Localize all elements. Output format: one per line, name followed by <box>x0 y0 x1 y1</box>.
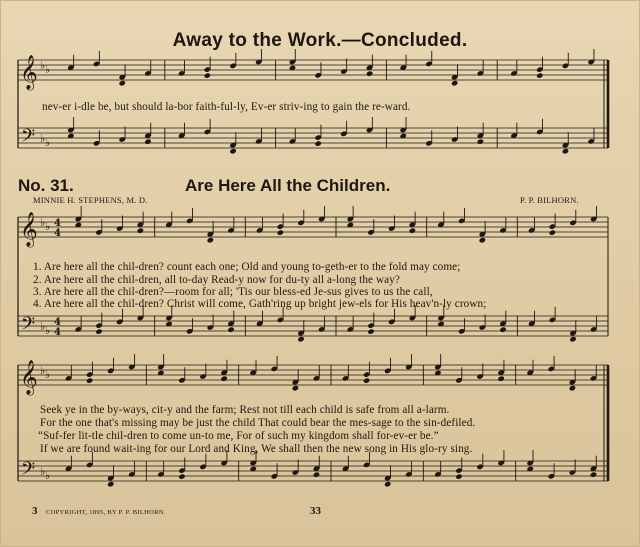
treble-note <box>569 385 576 391</box>
treble-note <box>479 237 486 243</box>
treble-note <box>119 80 126 86</box>
bass-note <box>455 473 462 479</box>
treble-note <box>277 229 284 235</box>
footer-page-number: 33 <box>310 505 321 517</box>
top-hymn-title: Away to the Work.—Concluded. <box>172 30 468 51</box>
flat-icon: ♭ <box>45 63 51 76</box>
flat-icon: ♭ <box>45 136 51 149</box>
bass-note <box>499 326 506 332</box>
bass-note <box>227 326 234 332</box>
bass-note <box>144 138 151 144</box>
hymn-composer: P. P. BILHORN. <box>520 195 579 205</box>
treble-note <box>363 377 370 383</box>
verse-line-1: 1. Are here all the chil-dren? count each one; Old and young to-geth-er to the fold may come; <box>33 261 461 273</box>
flat-icon: ♭ <box>40 465 46 478</box>
bass-note <box>384 481 391 487</box>
refrain-line-1: Seek ye in the by-ways, cit-y and the farm; Rest not till each child is safe from all a-larm. <box>40 404 450 416</box>
flat-icon: ♭ <box>40 216 46 229</box>
flat-icon: ♭ <box>40 320 46 333</box>
refrain-line-2: For the one that's missing may be just the child That could bear the mes-sage to the sin-defiled. <box>40 417 476 429</box>
time-signature: 4 <box>54 317 61 328</box>
treble-note <box>536 72 543 78</box>
bass-note <box>178 473 185 479</box>
treble-note <box>451 80 458 86</box>
refrain-line-4: If we are found wait-ing for our Lord and King, We shall then the new song in His glo-ry sing. <box>40 443 473 455</box>
hymn-title: Are Here All the Children. <box>185 176 391 195</box>
treble-clef-icon: 𝄞 <box>20 360 38 395</box>
flat-icon: ♭ <box>40 132 46 145</box>
bass-note <box>313 471 320 477</box>
flat-icon: ♭ <box>45 220 51 233</box>
time-signature: 4 <box>54 228 61 239</box>
treble-note <box>137 227 144 233</box>
flat-icon: ♭ <box>40 59 46 72</box>
bass-note <box>590 471 597 477</box>
treble-note <box>204 72 211 78</box>
bass-note <box>229 148 236 154</box>
time-signature: 4 <box>54 218 61 229</box>
treble-note <box>366 70 373 76</box>
bass-note <box>107 481 114 487</box>
bass-note <box>314 140 321 146</box>
treble-note <box>220 375 227 381</box>
flat-icon: ♭ <box>40 364 46 377</box>
treble-note <box>497 375 504 381</box>
bass-note <box>562 148 569 154</box>
footer-copyright: COPYRIGHT, 1895, BY P. P. BILHORN. <box>46 509 166 516</box>
treble-note <box>549 229 556 235</box>
bass-clef-icon: 𝄢 <box>21 459 36 484</box>
bass-note <box>297 336 304 342</box>
bass-clef-icon: 𝄢 <box>21 126 36 151</box>
flat-icon: ♭ <box>45 368 51 381</box>
hymn-number: No. 31. <box>18 176 74 195</box>
bass-clef-icon: 𝄢 <box>21 314 36 339</box>
treble-note <box>409 227 416 233</box>
treble-note <box>292 385 299 391</box>
bass-note <box>95 328 102 334</box>
verse-line-2: 2. Are here all the chil-dren, all to-day Read-y now for du-ty all a-long the way? <box>33 274 401 286</box>
hymn-author: MINNIE H. STEPHENS, M. D. <box>33 195 148 205</box>
refrain-line-3: “Suf-fer lit-tle chil-dren to come un-to me, For of such my kingdom shall for-ev-er be.” <box>38 430 439 442</box>
flat-icon: ♭ <box>45 324 51 337</box>
bass-note <box>477 138 484 144</box>
verse-line-3: 3. Are here all the chil-dren?—room for all; 'Tis our bless-ed Je-sus gives to us the call, <box>33 286 433 298</box>
top-lyric-line: nev-er i-dle be, but should la-bor faith-ful-ly, Ev-er striv-ing to gain the re-ward. <box>42 101 411 113</box>
treble-note <box>207 237 214 243</box>
treble-note <box>86 377 93 383</box>
bass-note <box>569 336 576 342</box>
bass-note <box>367 328 374 334</box>
footer-left-number: 3 <box>32 505 38 517</box>
time-signature: 4 <box>54 327 61 338</box>
treble-clef-icon: 𝄞 <box>20 212 38 247</box>
treble-clef-icon: 𝄞 <box>20 55 38 90</box>
flat-icon: ♭ <box>45 469 51 482</box>
verse-line-4: 4. Are here all the chil-dren? Christ will come, Gath'ring up bright jew-els for His heav'n-ly crown; <box>33 298 487 310</box>
